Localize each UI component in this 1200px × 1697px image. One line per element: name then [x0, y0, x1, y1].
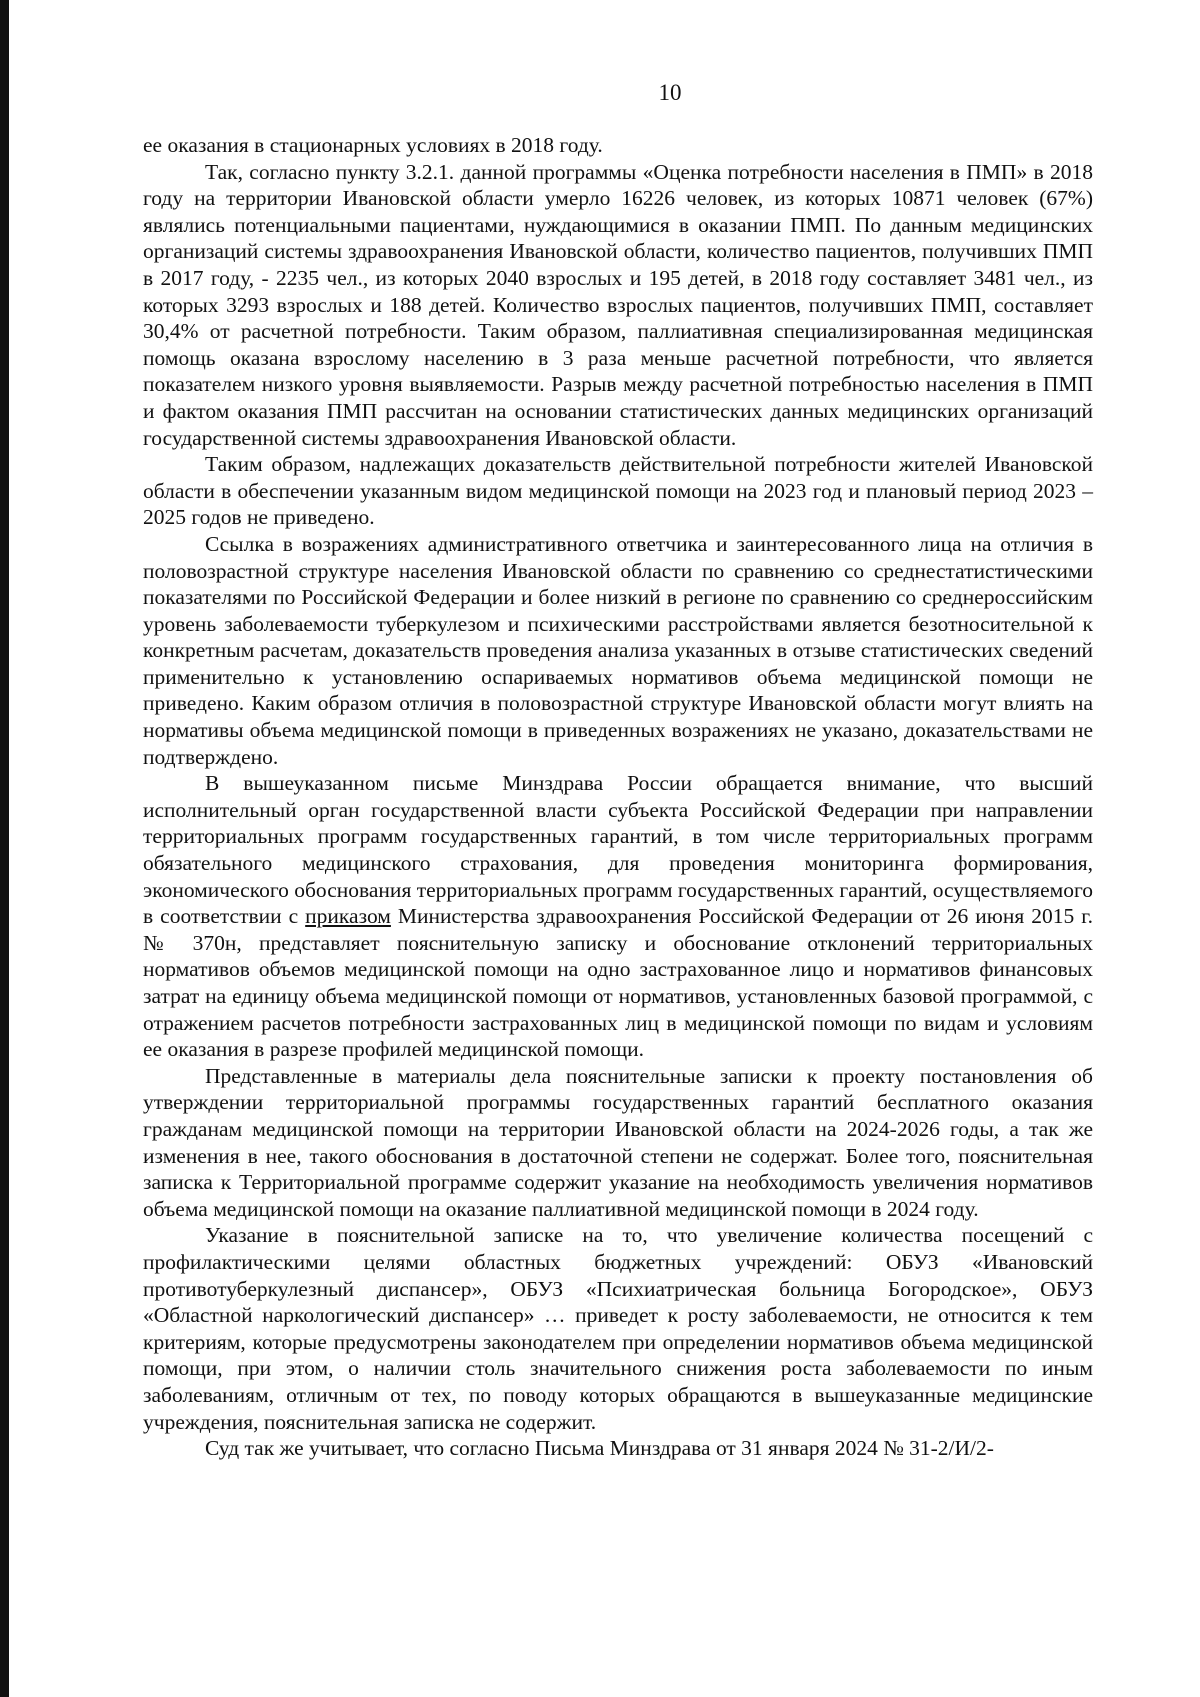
scan-edge-bar — [0, 0, 9, 1697]
paragraph-no-evidence: Таким образом, надлежащих доказательств действительной потребности жителей Ивановской области в обеспечении указанным видом медицинской помощи на 2023 год и плановый период 2023 – 2025 годов не приведено. — [143, 452, 1093, 530]
order-link[interactable]: приказом — [305, 904, 391, 929]
paragraph-objections: Ссылка в возражениях административного ответчика и заинтересованного лица на отличия в половозрастной структуре населения Ивановской области по сравнению со среднестатистическими показателями по Российской Федерации и более низкий в регионе по сравнению со среднероссийским уровень заболеваемости туберкулезом и психическими расстройствами является безотносительной к конкретным расчетам, доказательств проведения анализа указанных в отзыве статистических сведений применительно к установлению оспариваемых нормативов объема медицинской помощи не приведено. Каким образом отличия в половозрастной структуре Ивановской области могут влиять на нормативы объема медицинской помощи в приведенных возражениях не указано, доказательствами не подтверждено. — [143, 531, 1093, 769]
paragraph-ministry-letter — [143, 770, 1093, 1063]
paragraph-ministry-letter-part1: В вышеуказанном письме Минздрава России обращается внимание, что высший исполнительный орган государственной власти субъекта Российской Федерации при направлении территориальных программ государственных гарантий, в том числе территориальных программ обязательного медицинского страхования, для проведения мониторинга формирования, экономического обоснования территориальных программ государственных гарантий, осуществляемого в соответствии с — [143, 771, 1093, 929]
document-body — [143, 132, 1093, 1462]
page-number: 10 — [658, 80, 682, 105]
paragraph-visits-increase: Указание в пояснительной записке на то, что увеличение количества посещений с профилактическими целями областных бюджетных учреждений: ОБУЗ «Ивановский противотуберкулезный диспансер», ОБУЗ «Психиатрическая больница Богородское», ОБУЗ «Областной наркологический диспансер» … приведет к росту заболеваемости, не относится к тем критериям, которые предусмотрены законодателем при определении нормативов объема медицинской помощи, при этом, о наличии столь значительного снижения роста заболеваемости по иным заболеваниям, отличным от тех, по поводу которых обращаются в вышеуказанные медицинские учреждения, пояснительная записка не содержит. — [143, 1223, 1093, 1434]
paragraph-ministry-letter-part2: Министерства здравоохранения Российской Федерации от 26 июня 2015 г. № 370н, представляет пояснительную записку и обоснование отклонений территориальных нормативов объемов медицинской помощи на одно застрахованное лицо и нормативов финансовых затрат на единицу объема медицинской помощи от нормативов, установленных базовой программой, с отражением расчетов потребности застрахованных лиц в медицинской помощи по видам и условиям ее оказания в разрезе профилей медицинской помощи. — [143, 904, 1093, 1062]
paragraph-explanatory-notes: Представленные в материалы дела пояснительные записки к проекту постановления об утверждении территориальной программы государственных гарантий бесплатного оказания гражданам медицинской помощи на территории Ивановской области на 2024-2026 годы, а так же изменения в нее, такого обоснования в достаточной степени не содержат. Более того, пояснительная записка к Территориальной программе содержит указание на необходимость увеличения нормативов объема медицинской помощи на оказание паллиативной медицинской помощи в 2024 году. — [143, 1063, 1093, 1221]
paragraph-court-considers: Суд так же учитывает, что согласно Письма Минздрава от 31 января 2024 № 31-2/И/2- — [205, 1436, 994, 1461]
paragraph-pmp-assessment: Так, согласно пункту 3.2.1. данной программы «Оценка потребности населения в ПМП» в 2018 году на территории Ивановской области умерло 16226 человек, из которых 10871 человек (67%) являлись потенциальными пациентами, нуждающимися в оказании ПМП. По данным медицинских организаций системы здравоохранения Ивановской области, количество пациентов, получивших ПМП в 2017 году, - 2235 чел., из которых 2040 взрослых и 195 детей, в 2018 году составляет 3481 чел., из которых 3293 взрослых и 188 детей. Количество взрослых пациентов, получивших ПМП, составляет 30,4% от расчетной потребности. Таким образом, паллиативная специализированная медицинская помощь оказана взрослому населению в 3 раза меньше расчетной потребности, что является показателем низкого уровня выявляемости. Разрыв между расчетной потребностью населения в ПМП и фактом оказания ПМП рассчитан на основании статистических данных медицинских организаций государственной системы здравоохранения Ивановской области. — [143, 159, 1093, 450]
paragraph-continuation: ее оказания в стационарных условиях в 2018 году. — [143, 133, 603, 157]
